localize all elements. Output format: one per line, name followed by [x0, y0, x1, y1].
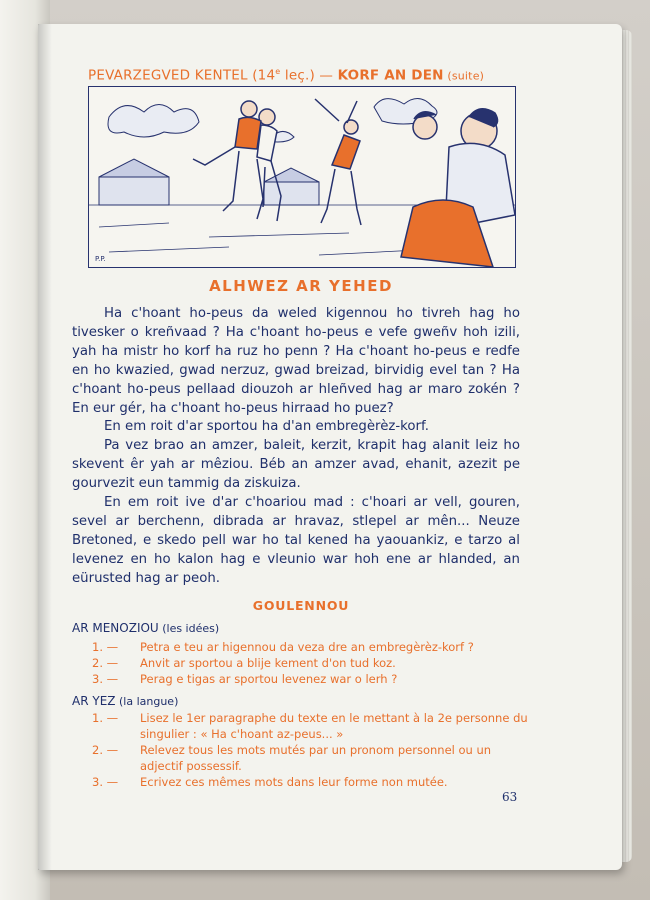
yez-questions — [92, 710, 532, 790]
question-text: Relevez tous les mots mutés par un pronom personnel ou un adjectif possessif. — [140, 743, 492, 773]
reading-text — [72, 305, 520, 589]
question-text: Perag e tigas ar sportou levenez war o lerh ? — [140, 672, 398, 686]
question-number: 3. — — [92, 775, 119, 789]
yez-heading-label: AR YEZ — [72, 694, 116, 708]
yez-heading-sub: (la langue) — [115, 695, 179, 708]
page-number: 63 — [502, 790, 518, 804]
list-item — [92, 742, 532, 774]
illustration-signature: P.P. — [95, 255, 106, 263]
list-item — [92, 655, 532, 671]
menoziou-heading-label: AR MENOZIOU — [72, 621, 159, 635]
header-superscript: e — [275, 67, 281, 76]
header-suite: (suite) — [443, 69, 485, 83]
menoziou-heading — [72, 621, 219, 635]
menoziou-questions — [92, 639, 532, 687]
paragraph-2: En em roit d'ar sportou ha d'an embregèrèz-korf. — [104, 419, 429, 435]
question-number: 2. — — [92, 656, 119, 670]
menoziou-heading-sub: (les idées) — [158, 622, 220, 635]
question-number: 2. — — [92, 743, 119, 757]
header-lesson-number: PEVARZEGVED KENTEL (14 — [88, 67, 276, 84]
paragraph-4: En em roit ive d'ar c'hoariou mad : c'hoari ar vell, gouren, sevel ar berchenn, dibrada ar hravaz, stlepel ar mên... Neuze Bretoned, e skedo pell war ho tal kened ha yaouankiz, e tarzo al levenez en ho kalon hag e vleunio war hoh ene ar hlanded, an eürusted hag ar peoh. — [72, 495, 520, 586]
question-text: Ecrivez ces mêmes mots dans leur forme non mutée. — [140, 775, 448, 789]
question-number: 1. — — [92, 711, 119, 725]
question-text: Anvit ar sportou a blije kement d'on tud koz. — [140, 656, 396, 670]
list-item — [92, 639, 532, 655]
questions-title: GOULENNOU — [252, 598, 350, 613]
list-item — [92, 774, 532, 790]
lesson-header — [88, 67, 516, 84]
question-number: 3. — — [92, 672, 119, 686]
header-topic: KORF AN DEN — [337, 67, 444, 84]
text-title: ALHWEZ AR YEHED — [209, 277, 393, 295]
header-lesson-abbrev: leç.) — — [280, 67, 338, 84]
question-text: Lisez le 1er paragraphe du texte en le mettant à la 2e personne du singulier : « Ha c'hoant az-peus... » — [140, 711, 528, 741]
paragraph-3: Pa vez brao an amzer, baleit, kerzit, krapit hag alanit leiz ho skevent êr yah ar mêziou. Béb an amzer avad, ehanit, azezit pe gourvezit eun tammig da ziskuiza. — [72, 438, 520, 492]
list-item — [92, 671, 532, 687]
question-text: Petra e teu ar higennou da veza dre an embregèrèz-korf ? — [140, 640, 474, 654]
wrestling-illustration — [88, 86, 516, 268]
yez-heading — [72, 694, 178, 708]
list-item — [92, 710, 532, 742]
illustration-drawing — [89, 87, 515, 267]
paragraph-1: Ha c'hoant ho-peus da weled kigennou ho tivreh hag ho tivesker o kreñvaad ? Ha c'hoant ho-peus e vefe gweñv hoh izili, yah ha mistr ho korf ha ruz ho penn ? Ha c'hoant ho-peus e redfe en ho kwazied, gwad nerzuz, gwad breizad, birvidig evel tan ? Ha c'hoant ho-peus pellaad diouzoh ar hleñved hag ar maro zokén ? En eur gér, ha c'hoant ho-peus hirraad ho puez? — [72, 306, 520, 416]
page-gutter-shadow — [38, 24, 52, 870]
question-number: 1. — — [92, 640, 119, 654]
